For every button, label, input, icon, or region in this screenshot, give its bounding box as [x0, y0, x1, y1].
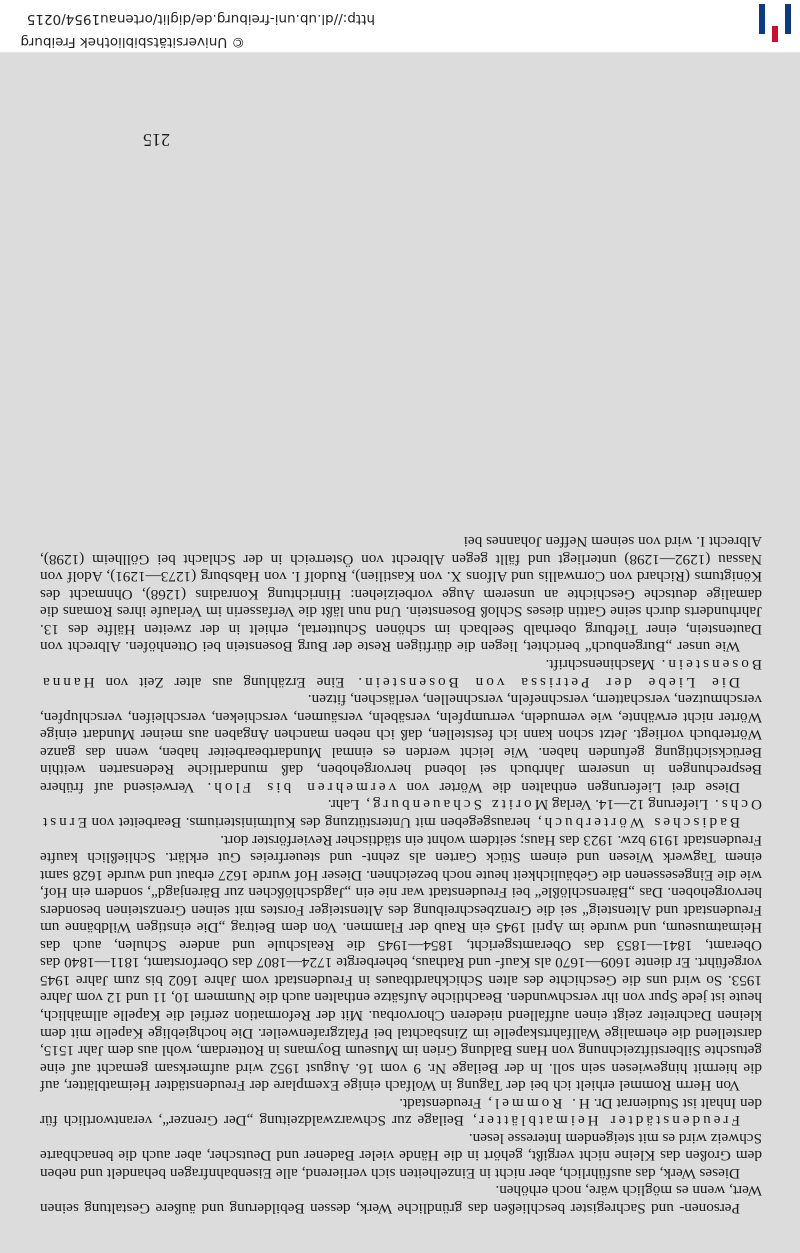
paragraph	[40, 533, 762, 656]
page-text	[40, 533, 762, 1217]
spaced-heading-text: Freudenstädter Heimatblätter,	[469, 1112, 740, 1130]
body-text: herausgegeben mit Unterstützung des Kultministeriums. Bearbeitet von	[87, 813, 535, 831]
body-text: Maschinenschrift.	[545, 656, 659, 674]
copyright-text: © Universitätsbibliothek Freiburg	[20, 34, 245, 50]
logo-bar-right	[759, 4, 765, 34]
body-text: Beilage zur Schwarzwaldzeitung „Der Grenzer“, verantwortlich für den Inhalt ist Studienrat Dr.	[40, 1094, 762, 1130]
paragraph	[40, 1094, 762, 1129]
spaced-heading-text: Ernst Ochs.	[40, 796, 762, 831]
body-text: Dieses Werk, das ausführlich, aber nicht in Einzelheiten sich verlierend, alle Eisenbahnfragen behandelt und neben dem Großen das Kleine nicht vergißt, gehört in die Hände vieler Badener und Deutscher, aber auch die benachbarte Schweiz wird es mit steigendem Interesse lesen.	[40, 1129, 762, 1182]
scanned-book-page	[0, 53, 800, 1253]
source-url-link[interactable]: http://dl.ub.uni-freiburg.de/diglit/ortenau1954/0215	[26, 11, 375, 27]
body-text: Verweisend auf frühere Besprechungen in unserem Jahrbuch sei lobend hervorgehoben, daß mundartliche Redensarten weithin Berücksichtigung gefunden haben. Wie leicht werden es einmal Mundartbearbeiter haben, wenn das ganze Wörterbuch vorliegt. Jetzt schon kann ich feststellen, daß ich neben manchen Angaben aus meiner Mundart einige Wörter nicht erwähnte, wie vernudeln, verrumpfeln, versäbeln, versäumen, verschieken, verschleifen, verschlupfen, verschmutzen, verschattern, verschnefeln, verschnellen, verläschen, fitzen.	[40, 691, 762, 796]
paragraph	[40, 796, 762, 831]
body-text: Personen- und Sachregister beschließen das gründliche Werk, dessen Bebilderung und äußere Gestaltung seinen Wert, wenn es möglich wäre, noch erhöhen.	[40, 1182, 762, 1217]
spaced-heading-text: Die Liebe der Petrissa von Bosenstein.	[355, 673, 740, 691]
library-footer	[0, 0, 800, 53]
spaced-heading-text: Hanna Bosenstein.	[40, 656, 762, 691]
paragraph	[40, 1129, 762, 1182]
body-text: Von Herrn Rommel erhielt ich bei der Tagung in Wolfach einige Exemplare der Freudenstädter Heimatblätter, auf die hiermit hingewiesen sein soll. In der Beilage Nr. 9 vom 16. August 1952 wird aufmerksam gemacht auf eine getuschte Silberstiftzeichnung von Hans Baldung Grien im Museum Boymans in Rotterdam, wohl aus dem Jahr 1515, darstellend die ehemalige Wallfahrtskapelle im Zinsbachtal bei Pfalzgrafenweiler. Die hochgieblige Kapelle mit dem kleinen Dachreiter zeigt einen auffallend niederen Chorvorbau. Mit der Reformation zerfiel die Kapelle allmählich, heute ist jede Spur von ihr verschwunden. Beachtliche Aufsätze enthalten auch die Nummern 10, 11 und 12 vom Jahre 1953. So wird uns die Geschichte des alten Schickhardtbaues in Freudenstadt vom Jahre 1602 bis zum Jahre 1945 vorgeführt. Er diente 1609—1670 als Kauf- und Rathaus, beherbergte 1724—1807 das Oberforstamt, 1811—1840 das Oberamt, 1841—1853 das Oberamtsgericht, 1854—1945 die Realschule und andere Schulen, auch das Heimatmuseum, und wurde im April 1945 ein Raub der Flammen. Von dem Beitrag „Die einstigen Wildbänne um Freudenstadt und Altensteig“ sei die Grenzbeschreibung des Altensteiger Forstes mit seinen Grenzsteinen besonders hervorgehoben. Das „Bärenschlößle“ bei Freudenstadt war nie ein „Jagdschlößchen zur Bärenjagd“, sondern ein Hof, wie die Eingesessenen die Gebäulichkeit heute noch bezeichnen. Dieser Hof wurde 1627 erbaut und wurde 1628 samt einem Tagwerk Wiesen und einem Stück Garten als zehnt- und steuerfreies Gut erklärt. Schließlich kaufte Freudenstadt 1919 bzw. 1923 das Haus; seitdem wohnt ein städtischer Revierförster dort.	[40, 831, 762, 1095]
body-text: Freudenstadt.	[399, 1094, 486, 1112]
university-library-logo-icon	[752, 2, 796, 44]
body-text: Wie unser „Burgenbuch“ berichtet, liegen die dürftigen Reste der Burg Bosenstein bei Ottenhöfen. Albrecht von Dautenstein, einer Tiefburg oberhalb Seelbach im schönen Schuttertal, erhielt in der zweiten Hälfte des 13. Jahrhunderts durch seine Gattin dieses Schloß Bosenstein. Und nun läßt die Verfasserin im Verlaufe ihres Romans die damalige deutsche Geschichte an unserem Auge vorbeiziehen: Hinrichtung Konradins (1268), Ohnmacht des Königtums (Richard von Cornwallis und Alfons X. von Kastilien), Rudolf I. von Habsburg (1273—1291), Adolf von Nassau (1292—1298) unterliegt und fällt gegen Albrecht von Österreich in der Schlacht bei Göllheim (1298), Albrecht I. wird von seinem Neffen Johannes bei	[40, 533, 762, 656]
spaced-heading-text: H. Rommel,	[485, 1094, 590, 1112]
body-text: Lahr.	[327, 796, 364, 814]
body-text: Eine Erzählung aus alter Zeit von	[94, 673, 356, 691]
logo-bar-left	[785, 4, 791, 34]
paragraph	[40, 656, 762, 691]
paragraph	[40, 831, 762, 1094]
logo-bar-middle	[772, 26, 778, 42]
body-text: Lieferung 12—14. Verlag	[548, 796, 712, 814]
body-text: Diese drei Lieferungen enthalten die Wörter von	[396, 778, 740, 796]
spaced-heading-text: vermehren bis Floh.	[204, 778, 397, 796]
paragraph	[40, 1182, 762, 1217]
spaced-heading-text: Moritz Schauenburg,	[363, 796, 549, 814]
paragraph	[40, 691, 762, 796]
page-number: 215	[143, 130, 170, 150]
spaced-heading-text: Badisches Wörterbuch,	[534, 813, 740, 831]
